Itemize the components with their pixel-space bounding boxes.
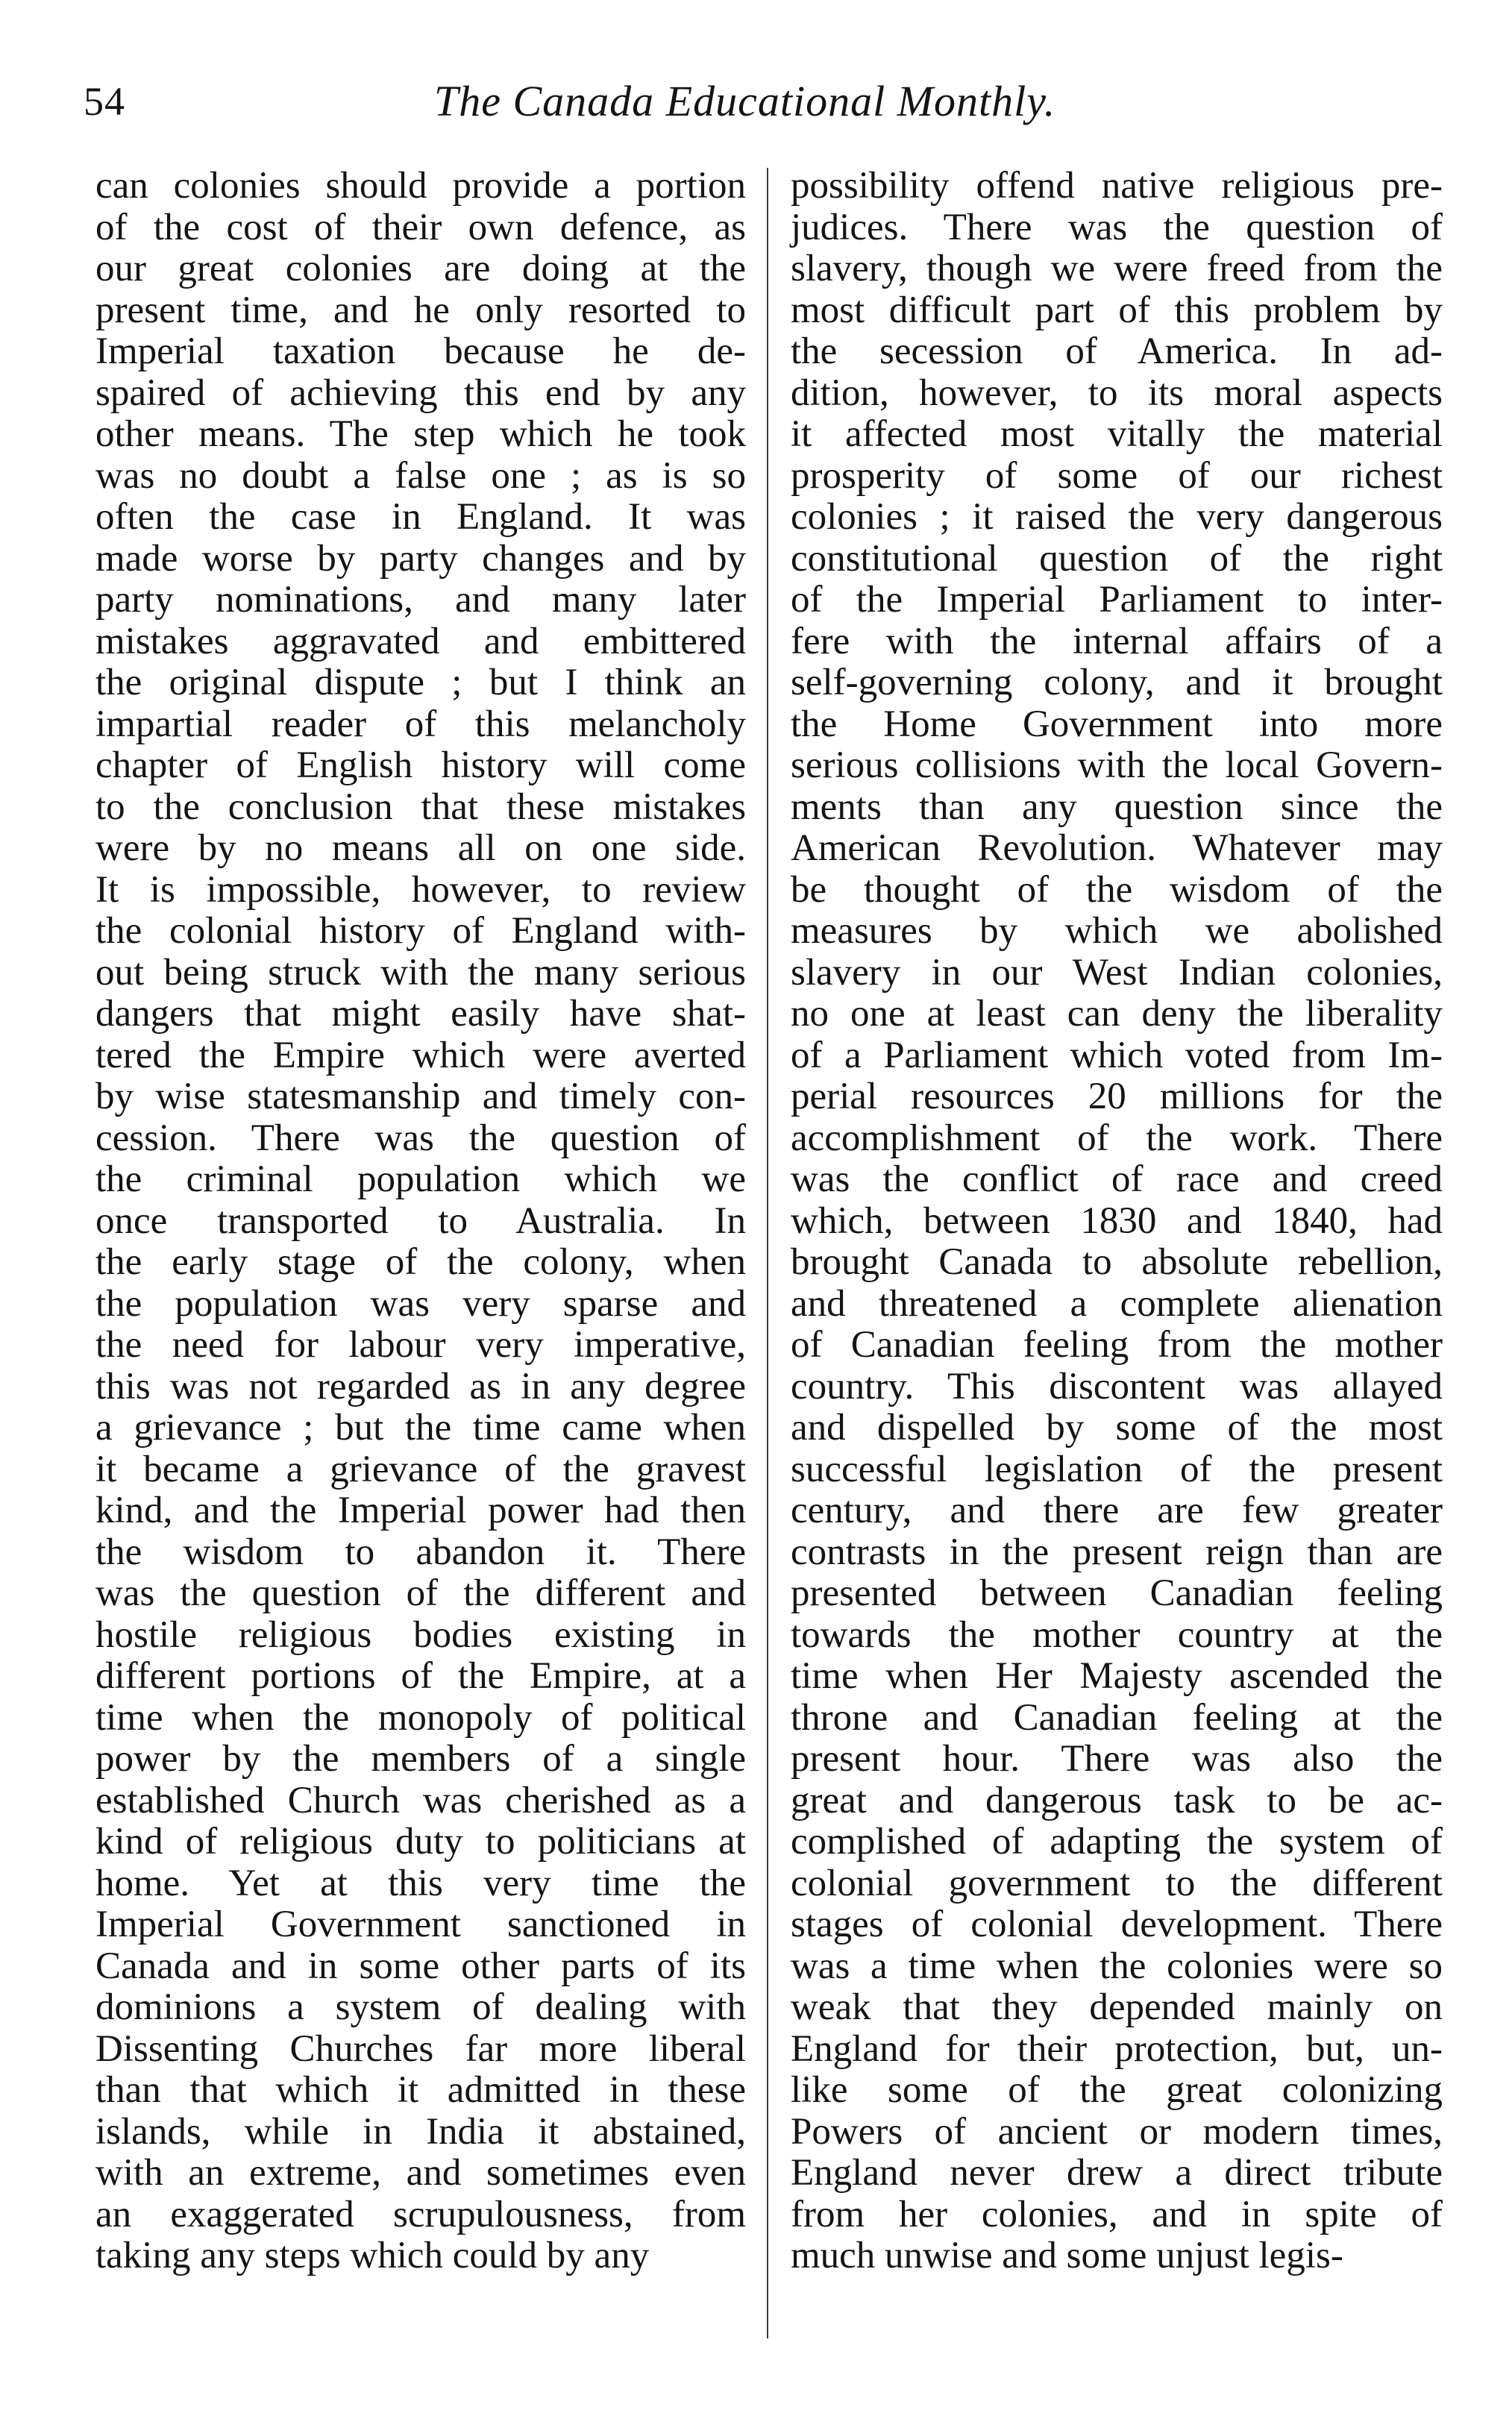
text-line: spaired of achieving this end by any bbox=[95, 371, 746, 414]
text-line: kind of religious duty to politicians at bbox=[95, 1821, 746, 1863]
text-line: dangers that might easily have shat- bbox=[95, 993, 746, 1035]
text-line: great and dangerous task to be ac- bbox=[791, 1779, 1443, 1821]
column-divider bbox=[767, 168, 768, 2338]
text-line: of a Parliament which voted from Im- bbox=[791, 1034, 1443, 1076]
text-line: power by the members of a single bbox=[95, 1738, 746, 1780]
text-line: cession. There was the question of bbox=[95, 1117, 746, 1159]
text-line: the need for labour very imperative, bbox=[95, 1324, 746, 1366]
text-line: Dissenting Churches far more liberal bbox=[95, 2027, 746, 2070]
text-line: possibility offend native religious pre- bbox=[791, 165, 1443, 207]
text-line: was the conflict of race and creed bbox=[791, 1158, 1443, 1200]
text-line: dition, however, to its moral aspects bbox=[791, 371, 1443, 414]
text-line: serious collisions with the local Govern- bbox=[791, 744, 1443, 786]
text-line: time when Her Majesty ascended the bbox=[791, 1655, 1443, 1697]
text-line: measures by which we abolished bbox=[791, 910, 1443, 952]
text-line: time when the monopoly of political bbox=[95, 1696, 746, 1739]
text-line: can colonies should provide a portion bbox=[95, 165, 746, 207]
text-line: towards the mother country at the bbox=[791, 1613, 1443, 1656]
text-line: colonial government to the different bbox=[791, 1862, 1443, 1904]
text-line: Powers of ancient or modern times, bbox=[791, 2110, 1443, 2153]
text-line: islands, while in India it abstained, bbox=[95, 2110, 746, 2153]
text-line: once transported to Australia. In bbox=[95, 1199, 746, 1242]
text-line: perial resources 20 millions for the bbox=[791, 1076, 1443, 1117]
text-line: century, and there are few greater bbox=[791, 1490, 1443, 1531]
text-line: self-governing colony, and it brought bbox=[791, 662, 1443, 703]
text-line: the population was very sparse and bbox=[95, 1282, 746, 1325]
text-line: was no doubt a false one ; as is so bbox=[95, 454, 746, 497]
text-line: party nominations, and many later bbox=[95, 579, 746, 621]
text-line: tered the Empire which were averted bbox=[95, 1034, 746, 1076]
text-line: the criminal population which we bbox=[95, 1158, 746, 1200]
text-line: stages of colonial development. There bbox=[791, 1904, 1443, 1945]
text-line: other means. The step which he took bbox=[95, 413, 746, 455]
text-line: judices. There was the question of bbox=[791, 206, 1443, 248]
text-line: chapter of English history will come bbox=[95, 744, 746, 786]
text-line: much unwise and some unjust legis- bbox=[791, 2235, 1343, 2276]
text-line: out being struck with the many serious bbox=[95, 951, 746, 994]
text-line: the Home Government into more bbox=[791, 703, 1443, 745]
text-line: fere with the internal affairs of a bbox=[791, 620, 1443, 662]
text-line: Imperial taxation because he de- bbox=[95, 330, 746, 372]
text-line: country. This discontent was allayed bbox=[791, 1365, 1443, 1408]
text-line: to the conclusion that these mistakes bbox=[95, 785, 746, 828]
text-line: of the cost of their own defence, as bbox=[95, 206, 746, 248]
text-line: from her colonies, and in spite of bbox=[791, 2193, 1443, 2235]
text-line: accomplishment of the work. There bbox=[791, 1117, 1443, 1159]
text-line: presented between Canadian feeling bbox=[791, 1572, 1443, 1614]
text-line: of Canadian feeling from the mother bbox=[791, 1324, 1443, 1366]
text-line: home. Yet at this very time the bbox=[95, 1862, 746, 1904]
text-line: the early stage of the colony, when bbox=[95, 1241, 746, 1283]
text-line: was a time when the colonies were so bbox=[791, 1945, 1443, 1987]
text-line: complished of adapting the system of bbox=[791, 1821, 1443, 1863]
text-line: taking any steps which could by any bbox=[95, 2235, 650, 2276]
page-number: 54 bbox=[84, 79, 125, 124]
text-line: different portions of the Empire, at a bbox=[95, 1655, 746, 1697]
text-line: throne and Canadian feeling at the bbox=[791, 1696, 1443, 1739]
right-text-column bbox=[791, 166, 1443, 2277]
text-line: It is impossible, however, to review bbox=[95, 868, 746, 911]
text-line: than that which it admitted in these bbox=[95, 2069, 746, 2111]
text-line: slavery in our West Indian colonies, bbox=[791, 951, 1443, 994]
text-line: and dispelled by some of the most bbox=[791, 1407, 1443, 1449]
text-line: Imperial Government sanctioned in bbox=[95, 1904, 746, 1945]
text-line: present time, and he only resorted to bbox=[95, 289, 746, 331]
text-line: the wisdom to abandon it. There bbox=[95, 1531, 746, 1573]
text-line: a grievance ; but the time came when bbox=[95, 1407, 746, 1449]
text-line: were by no means all on one side. bbox=[95, 827, 746, 869]
text-line: this was not regarded as in any degree bbox=[95, 1365, 746, 1408]
text-line: colonies ; it raised the very dangerous bbox=[791, 496, 1443, 538]
text-line: prosperity of some of our richest bbox=[791, 454, 1443, 497]
text-line: the original dispute ; but I think an bbox=[95, 662, 746, 703]
text-line: with an extreme, and sometimes even bbox=[95, 2152, 746, 2194]
text-line: weak that they depended mainly on bbox=[791, 1986, 1443, 2028]
text-line: hostile religious bodies existing in bbox=[95, 1613, 746, 1656]
text-line: England for their protection, but, un- bbox=[791, 2027, 1443, 2070]
text-line: by wise statesmanship and timely con- bbox=[95, 1076, 746, 1117]
text-line: present hour. There was also the bbox=[791, 1738, 1443, 1780]
text-line: brought Canada to absolute rebellion, bbox=[791, 1241, 1443, 1283]
running-title: The Canada Educational Monthly. bbox=[434, 77, 1056, 125]
text-line: ments than any question since the bbox=[791, 785, 1443, 828]
text-line: an exaggerated scrupulousness, from bbox=[95, 2193, 746, 2235]
text-line: established Church was cherished as a bbox=[95, 1779, 746, 1821]
text-line: the secession of America. In ad- bbox=[791, 330, 1443, 372]
text-line: and threatened a complete alienation bbox=[791, 1282, 1443, 1325]
text-line: the colonial history of England with- bbox=[95, 910, 746, 952]
text-line: often the case in England. It was bbox=[95, 496, 746, 538]
text-line: dominions a system of dealing with bbox=[95, 1986, 746, 2028]
text-line: constitutional question of the right bbox=[791, 537, 1443, 580]
text-line: American Revolution. Whatever may bbox=[791, 827, 1443, 869]
text-line: England never drew a direct tribute bbox=[791, 2152, 1443, 2194]
text-line: of the Imperial Parliament to inter- bbox=[791, 579, 1443, 621]
text-line: kind, and the Imperial power had then bbox=[95, 1490, 746, 1531]
text-line: made worse by party changes and by bbox=[95, 537, 746, 580]
text-line: it affected most vitally the material bbox=[791, 413, 1443, 455]
text-line: most difficult part of this problem by bbox=[791, 289, 1443, 331]
left-text-column bbox=[95, 166, 746, 2277]
text-line: be thought of the wisdom of the bbox=[791, 868, 1443, 911]
text-line: it became a grievance of the gravest bbox=[95, 1448, 746, 1490]
text-line: successful legislation of the present bbox=[791, 1448, 1443, 1490]
text-line: was the question of the different and bbox=[95, 1572, 746, 1614]
text-line: slavery, though we were freed from the bbox=[791, 248, 1443, 289]
text-line: no one at least can deny the liberality bbox=[791, 993, 1443, 1035]
text-line: impartial reader of this melancholy bbox=[95, 703, 746, 745]
text-line: our great colonies are doing at the bbox=[95, 248, 746, 289]
text-line: like some of the great colonizing bbox=[791, 2069, 1443, 2111]
page-header bbox=[84, 72, 1449, 131]
text-line: which, between 1830 and 1840, had bbox=[791, 1199, 1443, 1242]
text-line: mistakes aggravated and embittered bbox=[95, 620, 746, 662]
text-line: contrasts in the present reign than are bbox=[791, 1531, 1443, 1573]
text-line: Canada and in some other parts of its bbox=[95, 1945, 746, 1987]
